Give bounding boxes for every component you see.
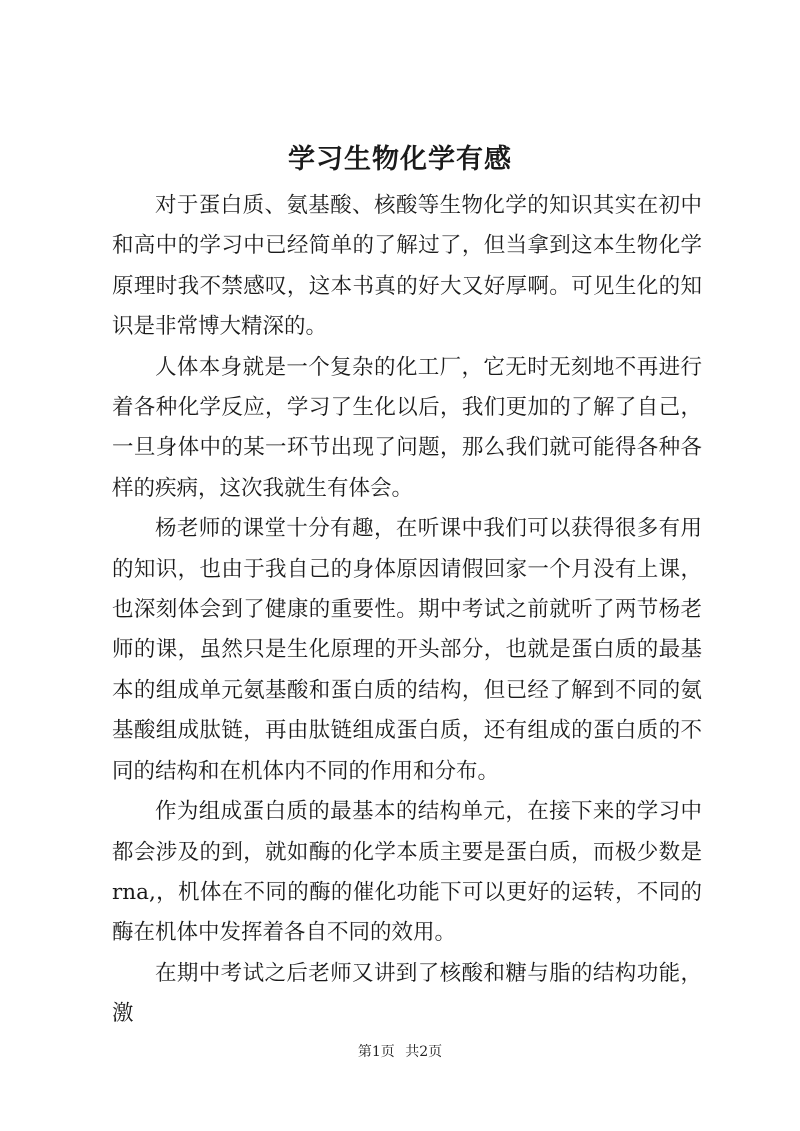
paragraph: 在期中考试之后老师又讲到了核酸和糖与脂的结构功能，激 [112, 960, 702, 1027]
page-total: 共2页 [405, 1044, 443, 1060]
paragraph: 杨老师的课堂十分有趣，在听课中我们可以获得很多有用的知识，也由于我自己的身体原因请假回家一个月没有上课，也深刻体会到了健康的重要性。期中考试之前就听了两节杨老师的课，虽然只是生化原理的开头部分，也就是蛋白质的最基本的组成单元氨基酸和蛋白质的结构，但已经了解到不同的氨基酸组成肽链，再由肽链组成蛋白质，还有组成的蛋白质的不同的结构和在机体内不同的作用和分布。 [112, 516, 702, 784]
page-number: 第1页 [357, 1044, 395, 1060]
page-footer [0, 1042, 800, 1062]
paragraph: 人体本身就是一个复杂的化工厂，它无时无刻地不再进行着各种化学反应，学习了生化以后，我们更加的了解了自己，一旦身体中的某一环节出现了问题，那么我们就可能得各种各样的疾病，这次我就生有体会。 [112, 354, 702, 501]
document-title: 学习生物化学有感 [288, 144, 512, 175]
paragraph: 对于蛋白质、氨基酸、核酸等生物化学的知识其实在初中和高中的学习中已经简单的了解过了，但当拿到这本生物化学原理时我不禁感叹，这本书真的好大又好厚啊。可见生化的知识是非常博大精深的。 [112, 193, 702, 340]
paragraph: 作为组成蛋白质的最基本的结构单元，在接下来的学习中都会涉及的到，就如酶的化学本质主要是蛋白质，而极少数是rna,，机体在不同的酶的催化功能下可以更好的运转，不同的酶在机体中发挥着各自不同的效用。 [112, 799, 702, 946]
document-body [112, 186, 702, 1035]
